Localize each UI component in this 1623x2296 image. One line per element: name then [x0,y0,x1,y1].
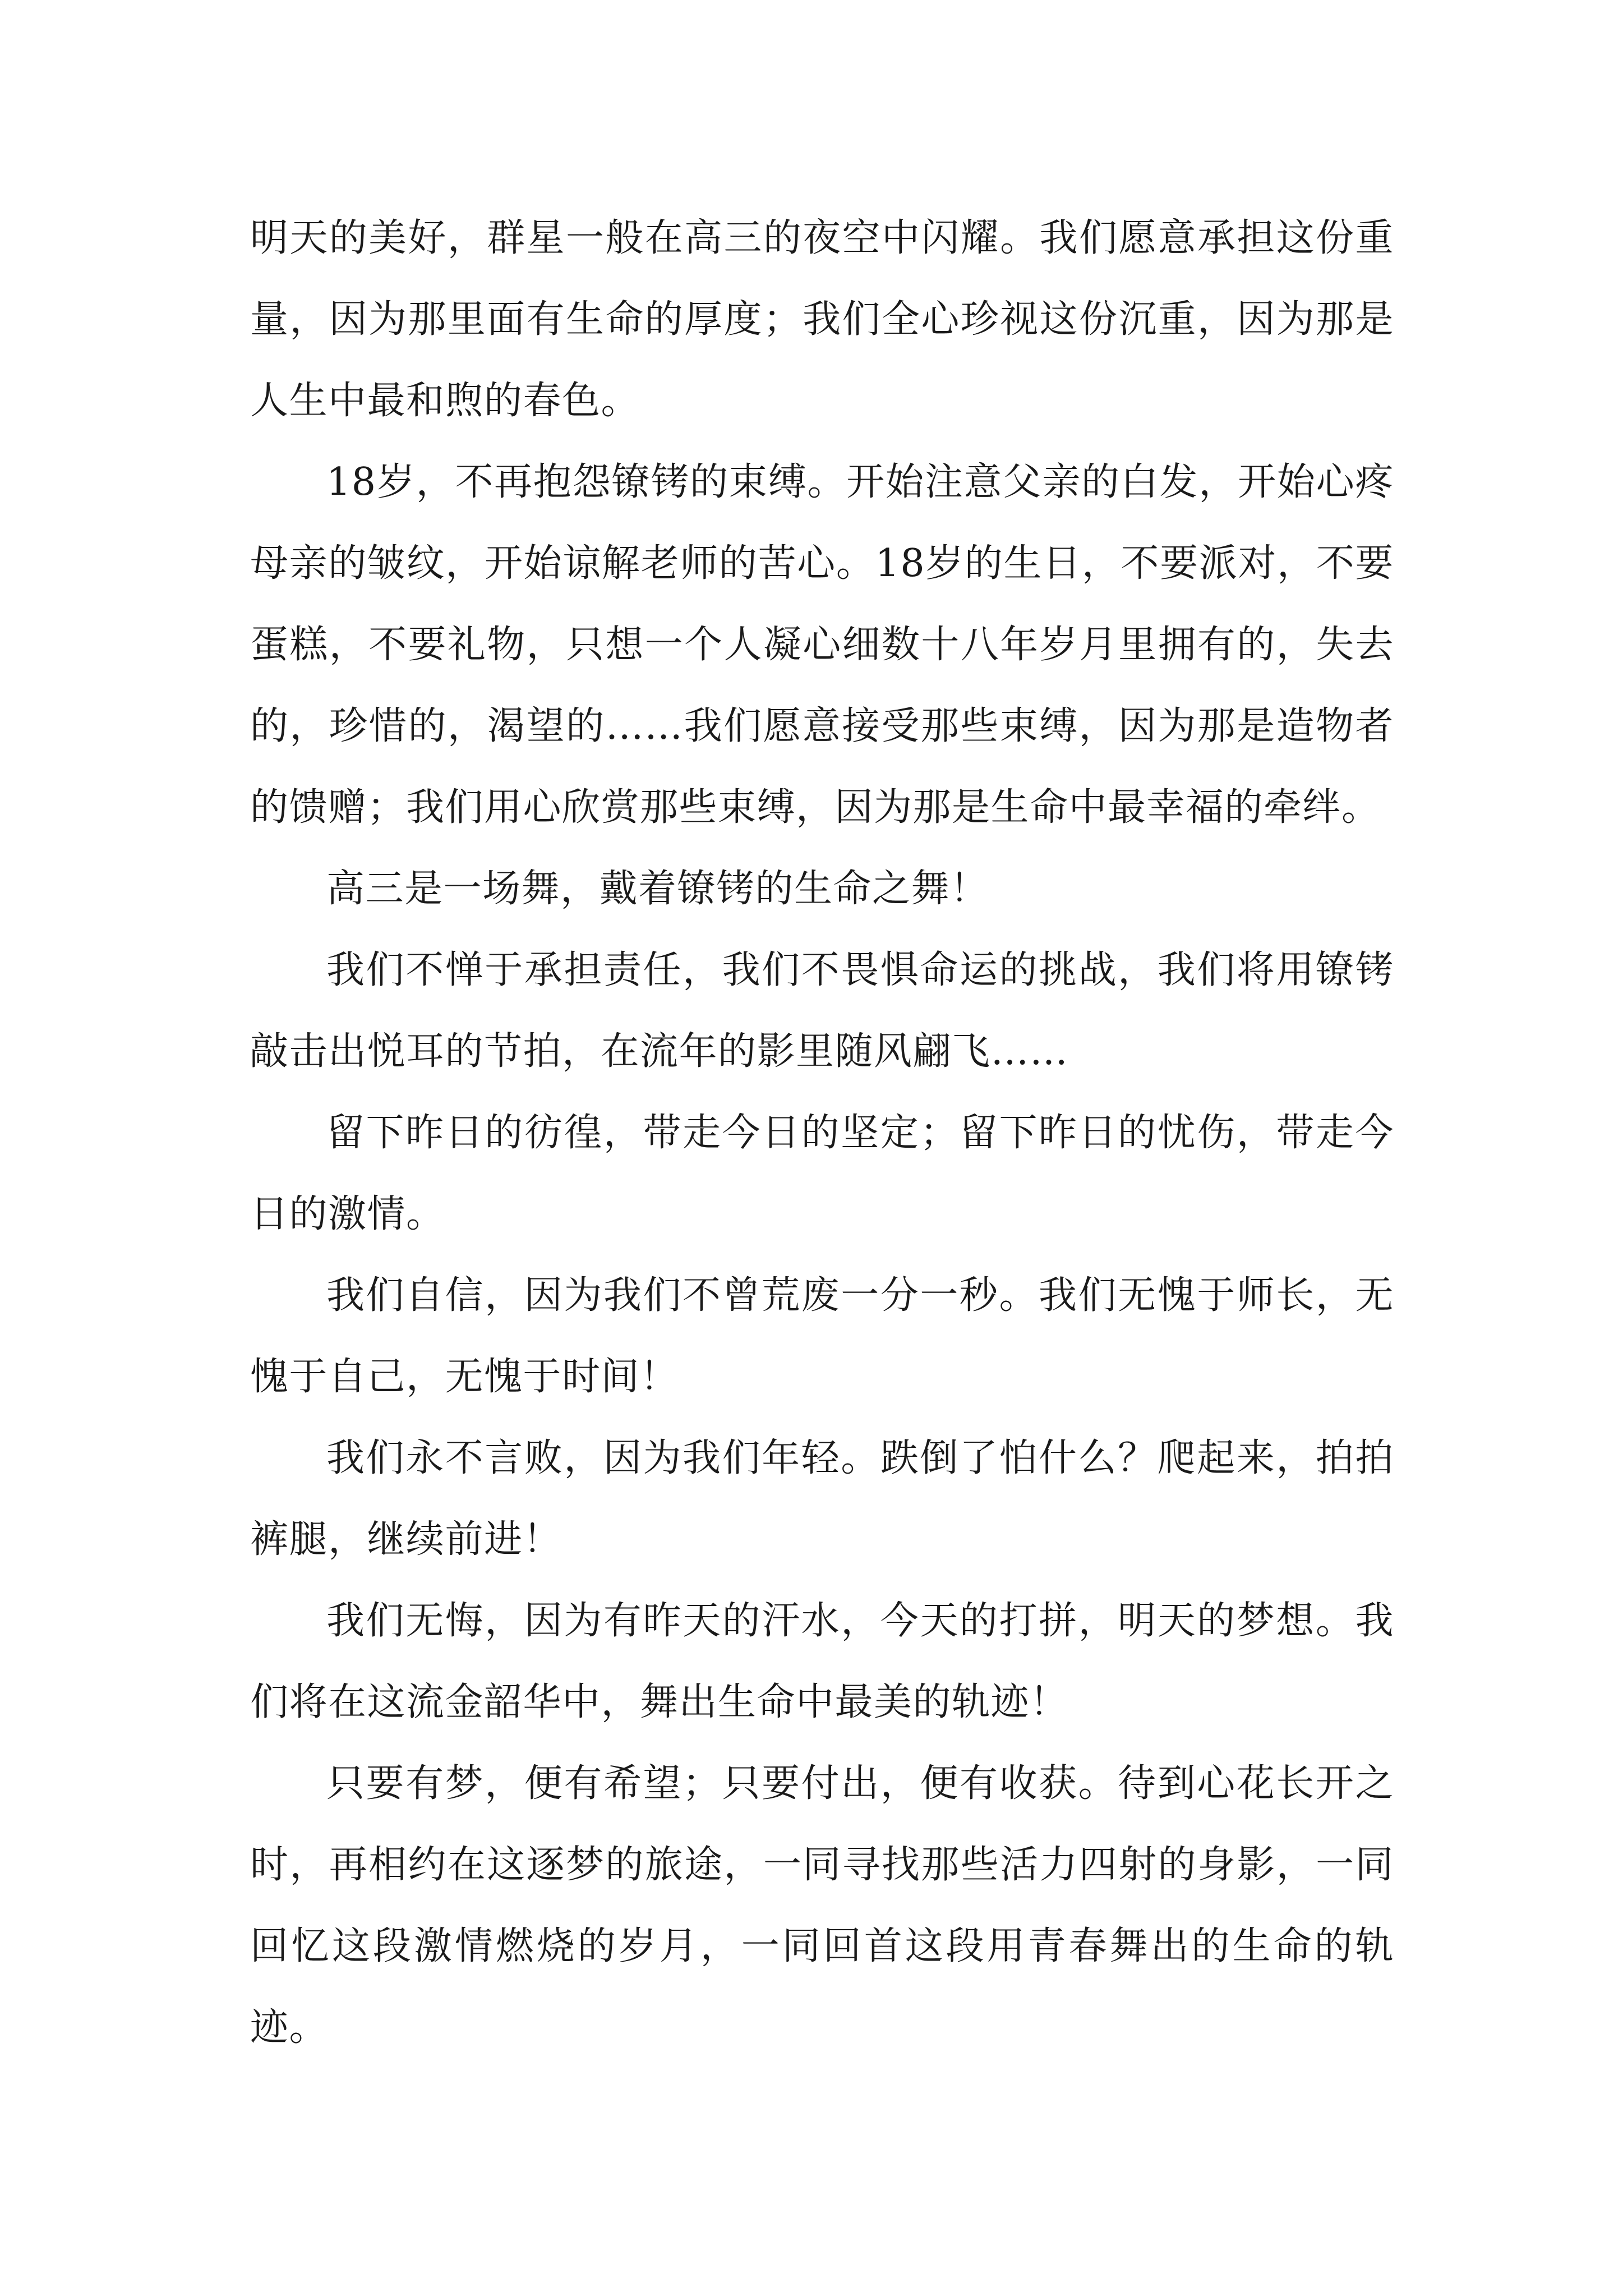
paragraph: 我们无悔，因为有昨天的汗水，今天的打拼，明天的梦想。我们将在这流金韶华中，舞出生命中最美的轨迹！ [250,1599,1394,1724]
paragraph: 只要有梦，便有希望；只要付出，便有收获。待到心花长开之时，再相约在这逐梦的旅途，一同寻找那些活力四射的身影，一同回忆这段激情燃烧的岁月，一同回首这段用青春舞出的生命的轨迹。 [250,1761,1394,2050]
document-body [250,197,1394,2068]
paragraph: 留下昨日的彷徨，带走今日的坚定；留下昨日的忧伤，带走今日的激情。 [250,1111,1394,1236]
paragraph: 我们永不言败，因为我们年轻。跌倒了怕什么？爬起来，拍拍裤腿，继续前进！ [250,1436,1394,1562]
paragraph-continued: 明天的美好，群星一般在高三的夜空中闪耀。我们愿意承担这份重量，因为那里面有生命的厚度；我们全心珍视这份沉重，因为那是人生中最和煦的春色。 [250,216,1394,423]
paragraph: 我们不惮于承担责任，我们不畏惧命运的挑战，我们将用镣铐敲击出悦耳的节拍，在流年的影里随风翩飞…… [250,948,1394,1074]
paragraph: 18岁，不再抱怨镣铐的束缚。开始注意父亲的白发，开始心疼母亲的皱纹，开始谅解老师的苦心。18岁的生日，不要派对，不要蛋糕，不要礼物，只想一个人凝心细数十八年岁月里拥有的，失去的，珍惜的，渴望的……我们愿意接受那些束缚，因为那是造物者的馈赠；我们用心欣赏那些束缚，因为那是生命中最幸福的牵绊。 [250,460,1394,830]
paragraph: 高三是一场舞，戴着镣铐的生命之舞！ [326,867,989,911]
paragraph: 我们自信，因为我们不曾荒废一分一秒。我们无愧于师长，无愧于自己，无愧于时间！ [250,1273,1394,1399]
